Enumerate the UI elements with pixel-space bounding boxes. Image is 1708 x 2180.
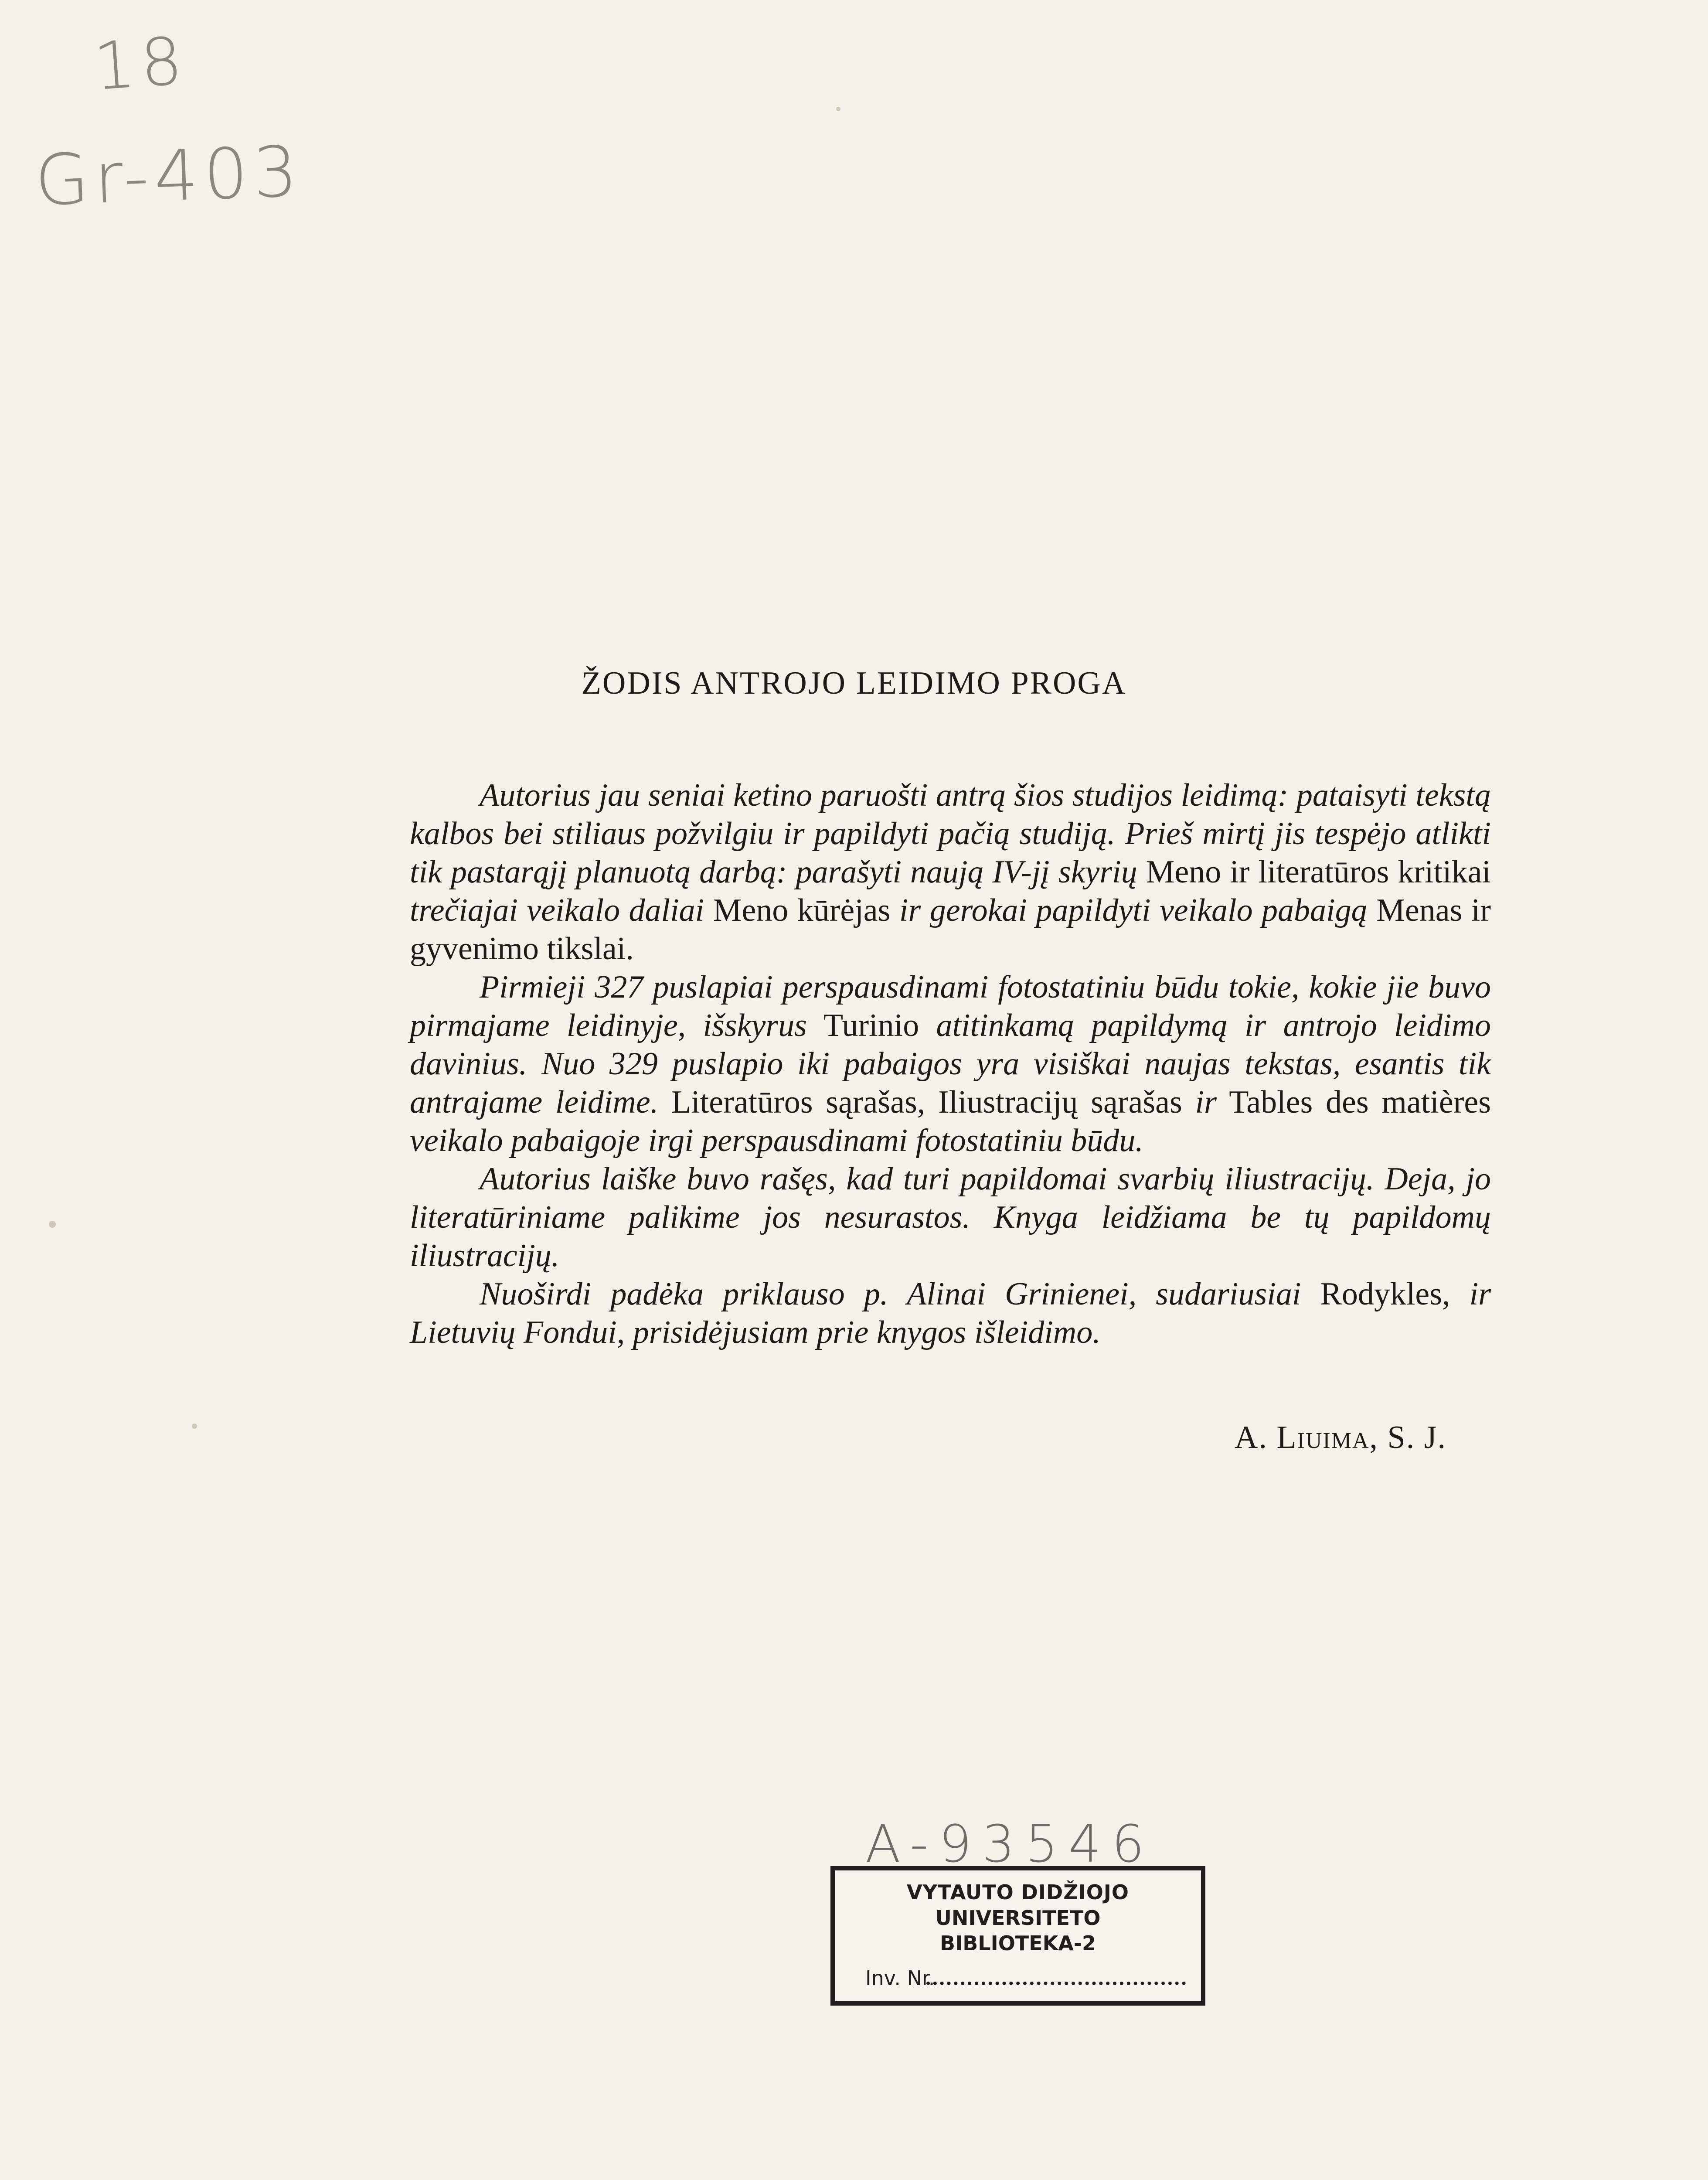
paragraph-4: Nuoširdi padėka priklauso p. Alinai Grinienei, sudariusiai Rodykles, ir Lietuvių Fondui, prisidėjusiam prie knygos išleidimo. xyxy=(410,1276,1491,1350)
paragraph-1: Autorius jau seniai ketino paruošti antrą šios studijos leidimą: pataisyti tekstą kalbos bei stiliaus požvilgiu ir papildyti pačią studiją. Prieš mirtį jis tespėjo atlikti tik pastarąjį planuotą darbą: parašyti naują IV-jį skyrių Meno ir literatūros kritikai trečiajai veikalo daliai Meno kūrėjas ir gerokai papildyti veikalo pabaigą Menas ir gyvenimo tikslai. xyxy=(410,777,1491,967)
handwritten-page-number: 18 xyxy=(91,23,190,106)
paragraph-3: Autorius laiške buvo rašęs, kad turi papildomai svarbių iliustracijų. Deja, jo literatūriniame palikime jos nesurastos. Knyga leidžiama be tų papildomų iliustracijų. xyxy=(410,1161,1491,1274)
author-order: S. J. xyxy=(1387,1420,1446,1455)
stamp-university-line: VYTAUTO DIDŽIOJO xyxy=(906,1880,1130,1904)
stamp-dotted-line xyxy=(926,1982,1186,1985)
stamp-institution-line: UNIVERSITETO xyxy=(935,1906,1101,1930)
handwritten-inventory-number: A-93546 xyxy=(865,1814,1155,1874)
handwritten-catalog-code: Gr-403 xyxy=(33,130,304,221)
library-stamp xyxy=(830,1866,1205,2006)
author-signature xyxy=(1235,1419,1446,1456)
paper-speck xyxy=(836,107,840,111)
stamp-inventory-label: Inv. Nr. xyxy=(865,1966,935,1990)
author-name: A. Liuima, xyxy=(1234,1420,1379,1455)
paper-speck xyxy=(49,1221,56,1228)
paragraph-2: Pirmieji 327 puslapiai perspausdinami fotostatiniu būdu tokie, kokie jie buvo pirmajame leidinyje, išskyrus Turinio atitinkamą papildymą ir antrojo leidimo davinius. Nuo 329 puslapio iki pabaigos yra visiškai naujas tekstas, esantis tik antrajame leidime. Literatūros sąrašas, Iliustracijų sąrašas ir Tables des matières veikalo pabaigoje irgi perspausdinami fotostatiniu būdu. xyxy=(410,969,1491,1158)
stamp-library-line: BIBLIOTEKA-2 xyxy=(940,1931,1096,1955)
paper-speck xyxy=(192,1424,197,1429)
page-title: ŽODIS ANTROJO LEIDIMO PROGA xyxy=(581,665,1127,701)
body-text xyxy=(410,776,1491,1352)
